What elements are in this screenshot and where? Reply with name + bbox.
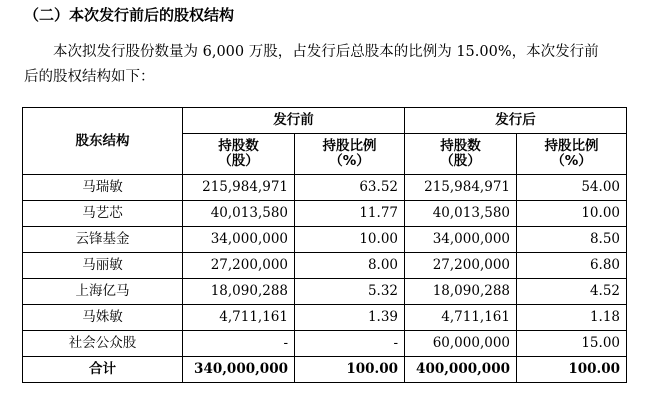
table-row bbox=[23, 279, 627, 305]
after-shares: 215,984,971 bbox=[405, 175, 517, 201]
ratio-unit: （%） bbox=[329, 153, 370, 169]
ratio-unit: （%） bbox=[551, 153, 592, 169]
before-shares: 27,200,000 bbox=[183, 253, 295, 279]
after-shares: 18,090,288 bbox=[405, 279, 517, 305]
before-shares: 34,000,000 bbox=[183, 227, 295, 253]
after-shares: 40,013,580 bbox=[405, 201, 517, 227]
table-row bbox=[23, 227, 627, 253]
total-row bbox=[23, 357, 627, 383]
table-row bbox=[23, 201, 627, 227]
after-ratio: 6.80 bbox=[517, 253, 627, 279]
shareholder-name: 马瑞敏 bbox=[23, 175, 183, 201]
after-ratio: 10.00 bbox=[517, 201, 627, 227]
before-shares: 18,090,288 bbox=[183, 279, 295, 305]
total-label: 合计 bbox=[23, 357, 183, 383]
shareholder-name: 上海亿马 bbox=[23, 279, 183, 305]
shares-label: 持股数 bbox=[218, 138, 259, 154]
intro-paragraph bbox=[24, 40, 634, 90]
total-after-shares: 400,000,000 bbox=[405, 357, 517, 383]
intro-line-2: 后的股权结构如下： bbox=[24, 69, 155, 85]
after-shares: 60,000,000 bbox=[405, 331, 517, 357]
table-row bbox=[23, 305, 627, 331]
after-shares: 4,711,161 bbox=[405, 305, 517, 331]
header-after-ratio bbox=[517, 134, 627, 175]
shareholder-name: 云锋基金 bbox=[23, 227, 183, 253]
after-ratio: 1.18 bbox=[517, 305, 627, 331]
after-shares: 27,200,000 bbox=[405, 253, 517, 279]
equity-structure-table bbox=[22, 107, 627, 383]
before-ratio: 8.00 bbox=[295, 253, 405, 279]
total-before-ratio: 100.00 bbox=[295, 357, 405, 383]
shareholder-name: 社会公众股 bbox=[23, 331, 183, 357]
before-ratio: 10.00 bbox=[295, 227, 405, 253]
after-ratio: 8.50 bbox=[517, 227, 627, 253]
after-shares: 34,000,000 bbox=[405, 227, 517, 253]
section-heading: （二）本次发行前后的股权结构 bbox=[24, 6, 235, 24]
ratio-label: 持股比例 bbox=[322, 138, 377, 154]
shares-unit: （股） bbox=[218, 153, 259, 169]
shareholder-name: 马艺芯 bbox=[23, 201, 183, 227]
shareholder-name: 马丽敏 bbox=[23, 253, 183, 279]
before-shares: - bbox=[183, 331, 295, 357]
header-before-issuance: 发行前 bbox=[183, 108, 405, 134]
header-after-shares bbox=[405, 134, 517, 175]
after-ratio: 54.00 bbox=[517, 175, 627, 201]
shares-unit: （股） bbox=[440, 153, 481, 169]
table-row bbox=[23, 175, 627, 201]
total-before-shares: 340,000,000 bbox=[183, 357, 295, 383]
before-ratio: 11.77 bbox=[295, 201, 405, 227]
before-ratio: - bbox=[295, 331, 405, 357]
total-after-ratio: 100.00 bbox=[517, 357, 627, 383]
after-ratio: 4.52 bbox=[517, 279, 627, 305]
after-ratio: 15.00 bbox=[517, 331, 627, 357]
header-row-top bbox=[23, 108, 627, 134]
header-after-issuance: 发行后 bbox=[405, 108, 627, 134]
before-ratio: 5.32 bbox=[295, 279, 405, 305]
table-row bbox=[23, 331, 627, 357]
before-ratio: 1.39 bbox=[295, 305, 405, 331]
header-before-shares bbox=[183, 134, 295, 175]
table-row bbox=[23, 253, 627, 279]
before-shares: 215,984,971 bbox=[183, 175, 295, 201]
intro-line-1: 本次拟发行股份数量为 6,000 万股，占发行后总股本的比例为 15.00%，本次发行前 bbox=[53, 44, 599, 60]
before-shares: 4,711,161 bbox=[183, 305, 295, 331]
shares-label: 持股数 bbox=[440, 138, 481, 154]
shareholder-name: 马姝敏 bbox=[23, 305, 183, 331]
header-shareholder: 股东结构 bbox=[23, 108, 183, 175]
before-shares: 40,013,580 bbox=[183, 201, 295, 227]
ratio-label: 持股比例 bbox=[544, 138, 599, 154]
before-ratio: 63.52 bbox=[295, 175, 405, 201]
header-before-ratio bbox=[295, 134, 405, 175]
